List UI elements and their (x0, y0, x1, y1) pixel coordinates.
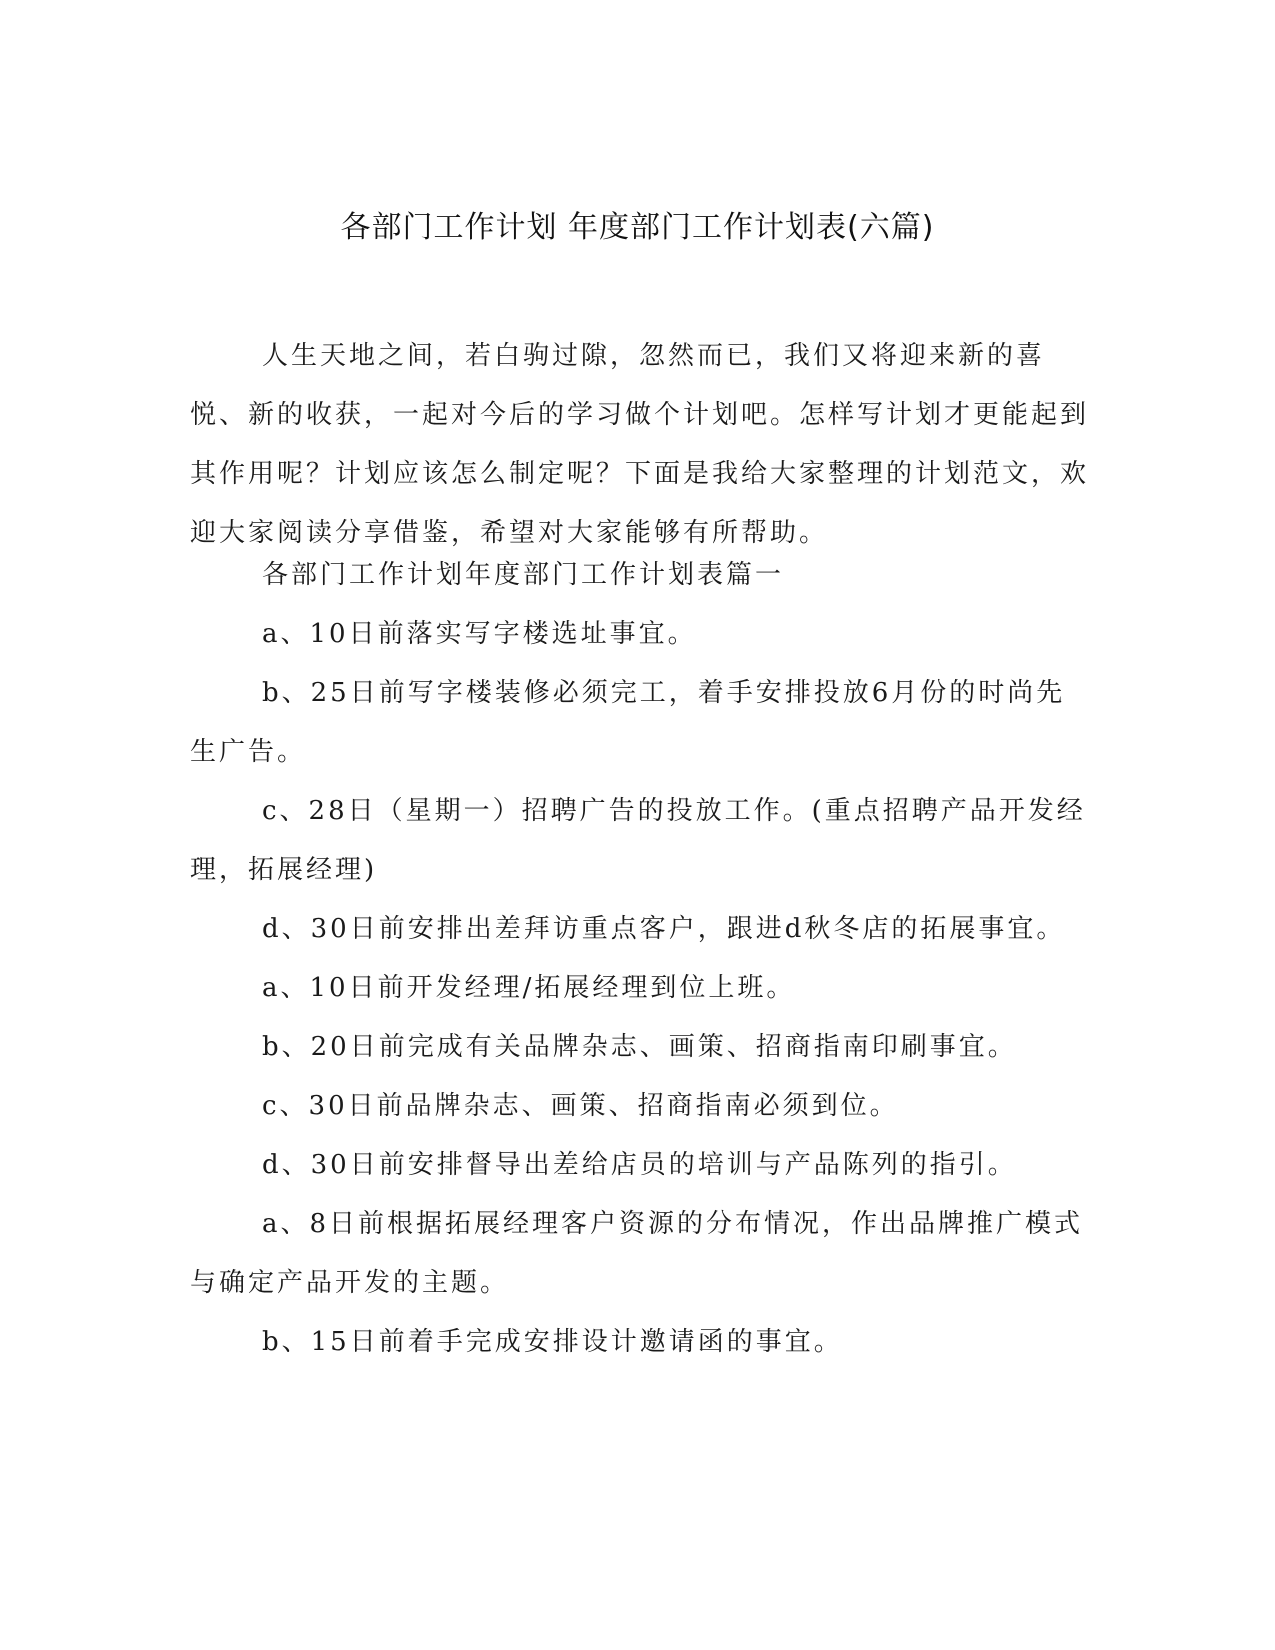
document-title: 各部门工作计划 年度部门工作计划表(六篇) (340, 210, 935, 245)
list-item: d、30日前安排督导出差给店员的培训与产品陈列的指引。 (262, 1150, 1017, 1180)
section-heading: 各部门工作计划年度部门工作计划表篇一 (262, 560, 785, 590)
list-item: b、25日前写字楼装修必须完工，着手安排投放6月份的时尚先生广告。 (190, 678, 1066, 767)
list-item: b、15日前着手完成安排设计邀请函的事宜。 (262, 1327, 843, 1357)
list-item: c、28日（星期一）招聘广告的投放工作。(重点招聘产品开发经理，拓展经理) (190, 796, 1086, 885)
list-item: d、30日前安排出差拜访重点客户，跟进d秋冬店的拓展事宜。 (262, 914, 1066, 944)
list-item: c、30日前品牌杂志、画策、招商指南必须到位。 (262, 1091, 899, 1121)
list-item: a、10日前落实写字楼选址事宜。 (262, 619, 697, 649)
intro-paragraph: 人生天地之间，若白驹过隙，忽然而已，我们又将迎来新的喜悦、新的收获，一起对今后的学习做个计划吧。怎样写计划才更能起到其作用呢？计划应该怎么制定呢？下面是我给大家整理的计划范文，欢迎大家阅读分享借鉴，希望对大家能够有所帮助。 (190, 341, 1090, 548)
list-item: a、8日前根据拓展经理客户资源的分布情况，作出品牌推广模式与确定产品开发的主题。 (190, 1209, 1084, 1298)
list-item: b、20日前完成有关品牌杂志、画策、招商指南印刷事宜。 (262, 1032, 1017, 1062)
list-item: a、10日前开发经理/拓展经理到位上班。 (262, 973, 796, 1003)
